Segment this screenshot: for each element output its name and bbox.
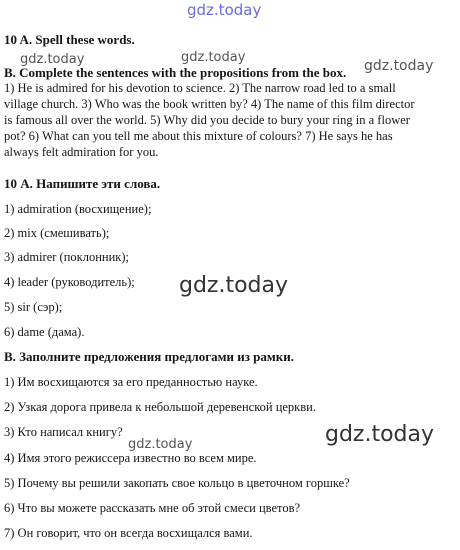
ru-sentence-item: 3) Кто написал книгу?: [4, 425, 123, 439]
word-item: 5) sir (сэр);: [4, 300, 63, 314]
sentence-line: 1) He is admired for his devotion to science. 2) The narrow road led to a small: [4, 81, 396, 95]
watermark-lower-right: gdz.today: [325, 422, 435, 447]
word-item: 4) leader (руководитель);: [4, 275, 135, 289]
sentence-line: village church. 3) Who was the book written by? 4) The name of this film director: [4, 97, 415, 111]
ru-sentence-item: 1) Им восхищаются за его преданностью науке.: [4, 375, 258, 389]
ru-sentence-item: 5) Почему вы решили закопать свое кольцо в цветочном горшке?: [4, 476, 350, 490]
word-item: 2) mix (смешивать);: [4, 226, 110, 240]
word-item: 6) dame (дама).: [4, 325, 85, 339]
watermark-center: gdz.today: [181, 50, 246, 65]
ru-exercise-b-title: В. Заполните предложения предлогами из рамки.: [4, 349, 294, 364]
watermark-top: gdz.today: [187, 1, 262, 19]
ru-sentence-item: 2) Узкая дорога привела к небольшой деревенской церкви.: [4, 400, 316, 414]
exercise-b-sentences: [4, 80, 456, 160]
sentence-line: always felt admiration for you.: [4, 145, 159, 159]
word-item: 3) admirer (поклонник);: [4, 250, 129, 264]
word-item: 1) admiration (восхищение);: [4, 202, 152, 216]
ru-sentence-item: 4) Имя этого режиссера известно во всем мире.: [4, 451, 257, 465]
watermark-left: gdz.today: [20, 52, 85, 67]
ru-sentence-item: 6) Что вы можете рассказать мне об этой смеси цветов?: [4, 501, 301, 515]
watermark-middle: gdz.today: [179, 273, 289, 298]
watermark-right: gdz.today: [364, 58, 434, 74]
exercise-a-title: 10 A. Spell these words.: [4, 32, 135, 47]
exercise-b-title: B. Complete the sentences with the propositions from the box.: [4, 65, 347, 80]
watermark-lower-small: gdz.today: [128, 437, 193, 452]
sentence-line: pot? 6) What can you tell me about this mixture of colours? 7) He says he has: [4, 129, 393, 143]
sentence-line: is famous all over the world. 5) Why did you decide to bury your ring in a flower: [4, 113, 410, 127]
ru-sentence-item: 7) Он говорит, что он всегда восхищался вами.: [4, 526, 253, 540]
ru-exercise-a-title: 10 А. Напишите эти слова.: [4, 176, 161, 191]
